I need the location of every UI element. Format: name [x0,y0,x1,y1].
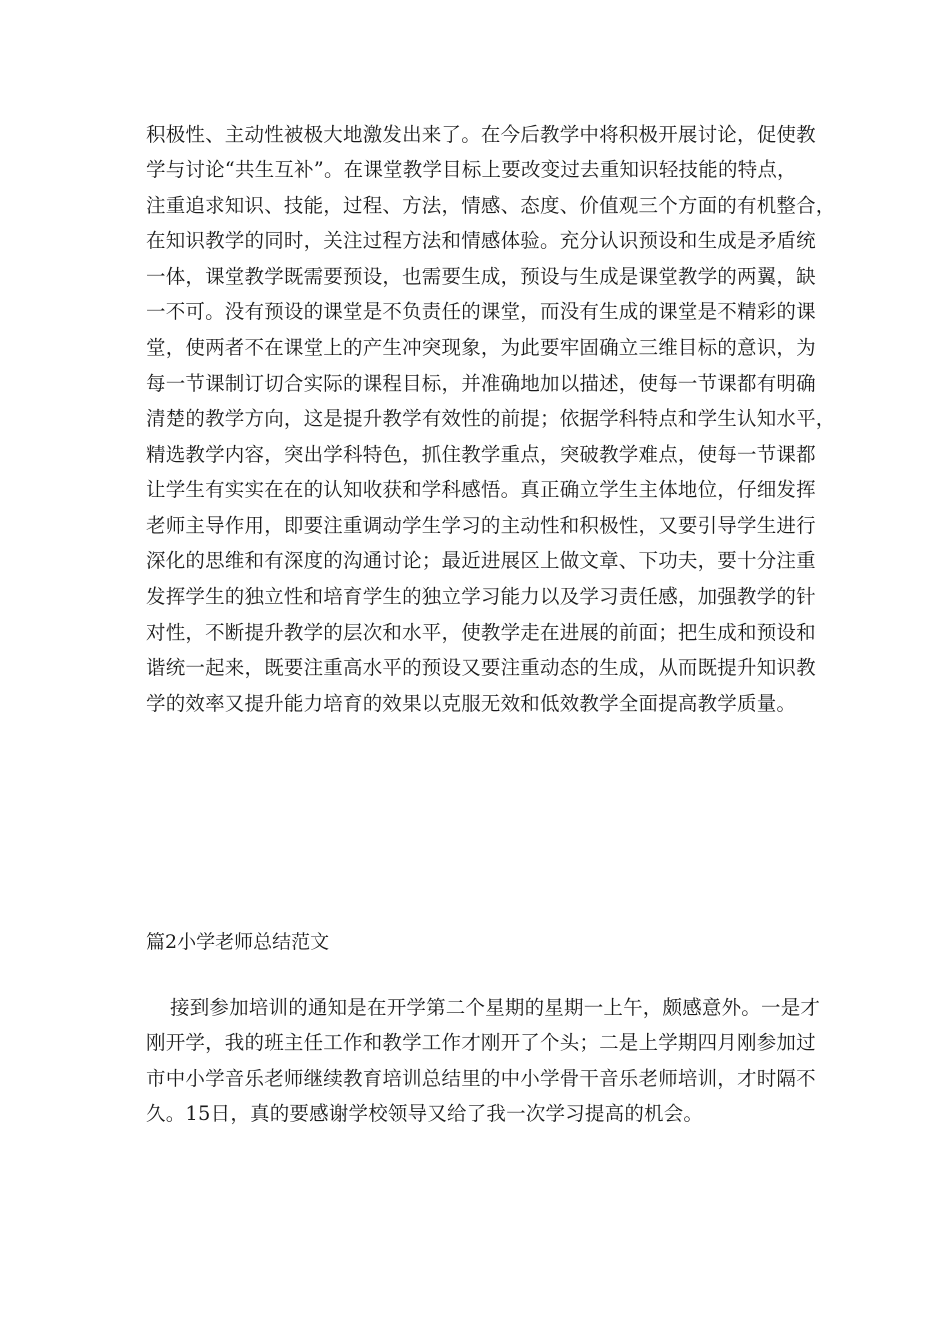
paragraph-line: 对性，不断提升教学的层次和水平，使教学走在进展的前面；把生成和预设和 [146,621,816,644]
paragraph-line: 一体，课堂教学既需要预设，也需要生成，预设与生成是课堂教学的两翼，缺 [146,265,816,288]
paragraph-line: 刚开学，我的班主任工作和教学工作才刚开了个头；二是上学期四月刚参加过 [146,1031,816,1054]
paragraph-line: 精选教学内容，突出学科特色，抓住教学重点，突破教学难点，使每一节课都 [146,443,816,466]
paragraph-line: 久。15日，真的要感谢学校领导又给了我一次学习提高的机会。 [146,1102,704,1125]
paragraph-line: 谐统一起来，既要注重高水平的预设又要注重动态的生成，从而既提升知识教 [146,656,816,679]
paragraph-line: 老师主导作用，即要注重调动学生学习的主动性和积极性，又要引导学生进行 [146,514,816,537]
paragraph-line: 一不可。没有预设的课堂是不负责任的课堂，而没有生成的课堂是不精彩的课 [146,300,816,323]
paragraph-line: 学的效率又提升能力培育的效果以克服无效和低效教学全面提高教学质量。 [146,692,797,715]
paragraph-line: 积极性、主动性被极大地激发出来了。在今后教学中将积极开展讨论，促使教 [146,123,816,146]
paragraph-line: 学与讨论“共生互补”。在课堂教学目标上要改变过去重知识轻技能的特点， [146,158,797,181]
paragraph-line: 在知识教学的同时，关注过程方法和情感体验。充分认识预设和生成是矛盾统 [146,229,816,252]
paragraph-line: 让学生有实实在在的认知收获和学科感悟。真正确立学生主体地位，仔细发挥 [146,478,816,501]
paragraph-line: 注重追求知识、技能，过程、方法，情感、态度、价值观三个方面的有机整合， [146,194,836,217]
paragraph-line: 堂，使两者不在课堂上的产生冲突现象，为此要牢固确立三维目标的意识，为 [146,336,816,359]
section-heading: 篇2小学老师总结范文 [146,931,330,953]
paragraph-line: 市中小学音乐老师继续教育培训总结里的中小学骨干音乐老师培训，才时隔不 [146,1067,816,1090]
paragraph-line: 深化的思维和有深度的沟通讨论；最近进展区上做文章、下功夫，要十分注重 [146,549,816,572]
paragraph-line: 发挥学生的独立性和培育学生的独立学习能力以及学习责任感，加强教学的针 [146,585,816,608]
paragraph-line: 每一节课制订切合实际的课程目标，并准确地加以描述，使每一节课都有明确 [146,372,816,395]
paragraph-line: 清楚的教学方向，这是提升教学有效性的前提；依据学科特点和学生认知水平， [146,407,836,430]
paragraph-line: 接到参加培训的通知是在开学第二个星期的星期一上午，颇感意外。一是才 [170,996,821,1019]
